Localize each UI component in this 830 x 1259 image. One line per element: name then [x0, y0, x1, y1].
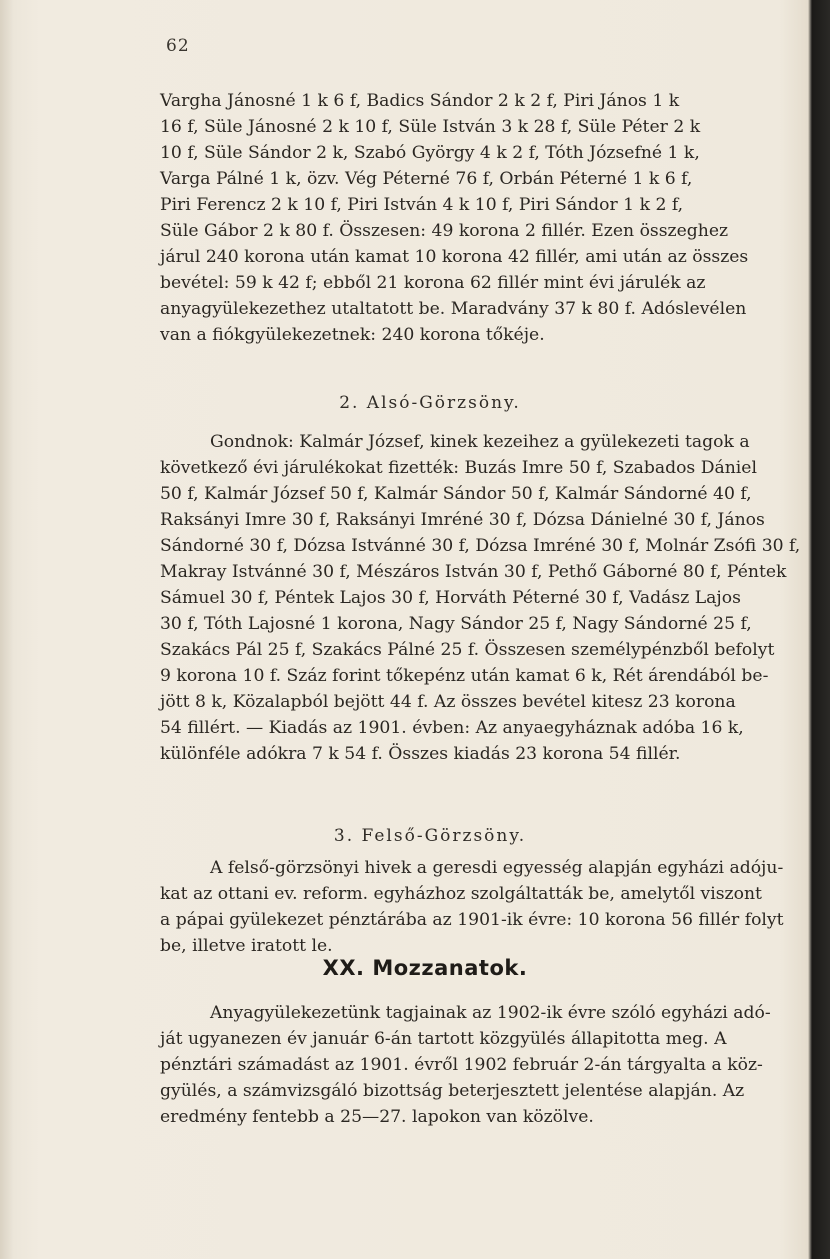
text-line: 30 f, Tóth Lajosné 1 korona, Nagy Sándor 25 f, Nagy Sándorné 25 f, — [160, 614, 752, 634]
text-line: Raksányi Imre 30 f, Raksányi Imréné 30 f, Dózsa Dánielné 30 f, János — [160, 510, 765, 530]
text-line: gyülés, a számvizsgáló bizottság beterjesztett jelentése alapján. Az — [160, 1081, 745, 1101]
text-line: különféle adókra 7 k 54 f. Összes kiadás 23 korona 54 fillér. — [160, 744, 681, 764]
section1-paragraph — [160, 88, 812, 348]
text-line: jött 8 k, Közalapból bejött 44 f. Az összes bevétel kitesz 23 korona — [160, 692, 736, 712]
section2-paragraph — [160, 429, 812, 767]
chapter-heading: XX. Mozzanatok. — [322, 956, 528, 980]
text-line: be, illetve iratott le. — [160, 936, 333, 956]
text-line: ját ugyanezen év január 6-án tartott közgyülés állapitotta meg. A — [160, 1029, 727, 1049]
text-line: következő évi járulékokat fizették: Buzás Imre 50 f, Szabados Dániel — [160, 458, 757, 478]
text-line: 54 fillért. — Kiadás az 1901. évben: Az anyaegyháznak adóba 16 k, — [160, 718, 744, 738]
text-line: Szakács Pál 25 f, Szakács Pálné 25 f. Összesen személypénzből befolyt — [160, 640, 775, 660]
text-line: járul 240 korona után kamat 10 korona 42 fillér, ami után az összes — [160, 247, 749, 267]
text-line: kat az ottani ev. reform. egyházhoz szolgáltatták be, amelytől viszont — [160, 884, 762, 904]
text-line: Piri Ferencz 2 k 10 f, Piri István 4 k 10 f, Piri Sándor 1 k 2 f, — [160, 195, 684, 215]
section3-paragraph — [160, 855, 812, 959]
page-number: 62 — [166, 36, 190, 56]
text-line: 16 f, Süle Jánosné 2 k 10 f, Süle István 3 k 28 f, Süle Péter 2 k — [160, 117, 701, 137]
section4-paragraph — [160, 1000, 812, 1130]
text-line: Vargha Jánosné 1 k 6 f, Badics Sándor 2 k 2 f, Piri János 1 k — [160, 91, 680, 111]
text-line: Sándorné 30 f, Dózsa Istvánné 30 f, Dózsa Imréné 30 f, Molnár Zsófi 30 f, — [160, 536, 801, 556]
text-line: a pápai gyülekezet pénztárába az 1901-ik évre: 10 korona 56 fillér folyt — [160, 910, 784, 930]
text-line: 10 f, Süle Sándor 2 k, Szabó György 4 k 2 f, Tóth Józsefné 1 k, — [160, 143, 700, 163]
text-line: Varga Pálné 1 k, özv. Vég Péterné 76 f, Orbán Péterné 1 k 6 f, — [160, 169, 693, 189]
text-line: A felső-görzsönyi hivek a geresdi egyesség alapján egyházi adóju- — [210, 858, 784, 878]
text-line: van a fiókgyülekezetnek: 240 korona tőkéje. — [160, 325, 545, 345]
section2-heading: 2. Alsó-Görzsöny. — [339, 393, 521, 413]
text-line: pénztári számadást az 1901. évről 1902 február 2-án tárgyalta a köz- — [160, 1055, 763, 1075]
text-line: 50 f, Kalmár József 50 f, Kalmár Sándor 50 f, Kalmár Sándorné 40 f, — [160, 484, 752, 504]
text-line: Makray Istvánné 30 f, Mészáros István 30 f, Pethő Gáborné 80 f, Péntek — [160, 562, 787, 582]
text-line: Anyagyülekezetünk tagjainak az 1902-ik évre szóló egyházi adó- — [210, 1003, 771, 1023]
text-line: eredmény fentebb a 25—27. lapokon van közölve. — [160, 1107, 594, 1127]
text-line: anyagyülekezethez utaltatott be. Maradvány 37 k 80 f. Adóslevélen — [160, 299, 747, 319]
text-line: Gondnok: Kalmár József, kinek kezeihez a gyülekezeti tagok a — [210, 432, 750, 452]
text-line: Sámuel 30 f, Péntek Lajos 30 f, Horváth Péterné 30 f, Vadász Lajos — [160, 588, 741, 608]
text-line: 9 korona 10 f. Száz forint tőkepénz után kamat 6 k, Rét árendából be- — [160, 666, 769, 686]
section3-heading: 3. Felső-Görzsöny. — [333, 826, 527, 846]
text-line: Süle Gábor 2 k 80 f. Összesen: 49 korona 2 fillér. Ezen összeghez — [160, 221, 729, 241]
text-line: bevétel: 59 k 42 f; ebből 21 korona 62 fillér mint évi járulék az — [160, 273, 706, 293]
